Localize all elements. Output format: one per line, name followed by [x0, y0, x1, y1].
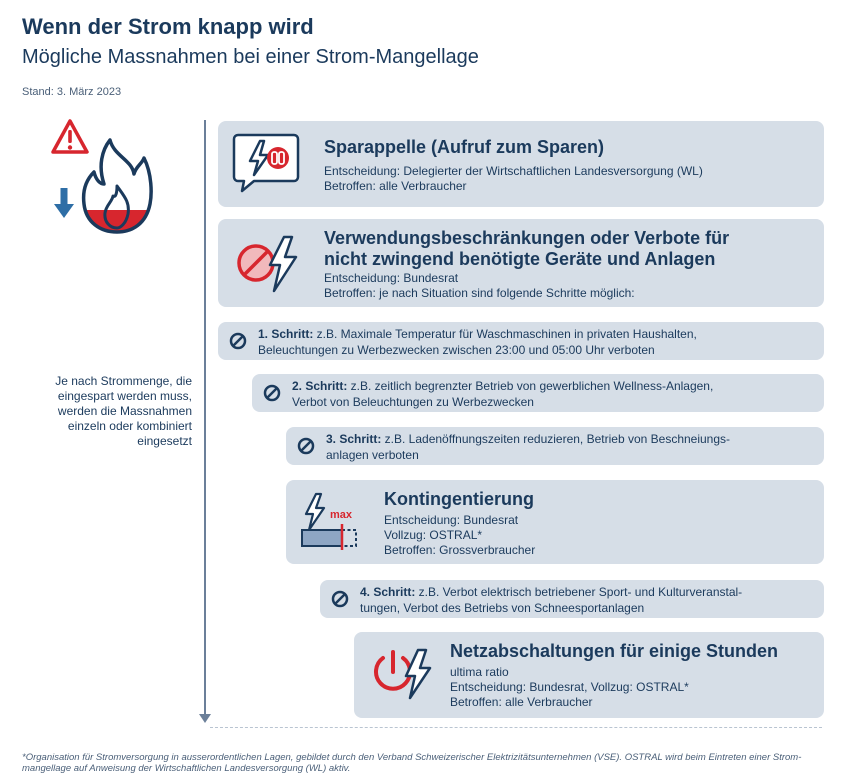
step-text: tungen, Verbot des Betriebs von Schneesportanlagen	[360, 601, 645, 615]
page-title: Wenn der Strom knapp wird	[22, 14, 314, 39]
step-label: 3. Schritt:	[326, 432, 382, 446]
down-arrow-icon	[52, 186, 76, 220]
card-title: Kontingentierung	[384, 489, 534, 509]
step-text: anlagen verboten	[326, 448, 419, 462]
step-text: Verbot von Beleuchtungen zu Werbezwecken	[292, 395, 534, 409]
ban-icon	[331, 590, 349, 608]
ban-icon	[263, 384, 281, 402]
side-note: Je nach Strommenge, die eingespart werden muss, werden die Massnahmen einzeln oder kombiniert eingesetzt	[55, 374, 192, 448]
step-text: z.B. Verbot elektrisch betriebener Sport- und Kulturveranstal-	[415, 585, 743, 599]
step-3	[286, 427, 824, 465]
card-text: Entscheidung: Bundesrat	[384, 513, 519, 527]
flame-icon	[80, 136, 154, 236]
timeline-arrow-icon	[199, 714, 211, 723]
step-label: 1. Schritt:	[258, 327, 314, 341]
card-netzabschaltungen	[354, 632, 824, 718]
step-text: z.B. Ladenöffnungszeiten reduzieren, Betrieb von Beschneiungs-	[381, 432, 731, 446]
card-title: nicht zwingend benötigte Geräte und Anlagen	[324, 249, 716, 269]
ban-icon	[297, 437, 315, 455]
card-title: Netzabschaltungen für einige Stunden	[450, 641, 779, 661]
power-quota-icon	[300, 492, 364, 552]
max-label: max	[330, 509, 353, 521]
footnote: *Organisation für Stromversorgung in ausserordentlichen Lagen, gebildet durch den Verband Schweizerischer Elektrizitätsunternehmen (VSE). OSTRAL wird beim Eintreten einer Strom-mangellage auf Anweisung der Wirtschaftlichen Landesversorgung (WL) aktiv.	[22, 752, 802, 774]
date-stamp: Stand: 3. März 2023	[22, 86, 122, 98]
card-kontingentierung	[286, 480, 824, 564]
card-sparappelle	[218, 121, 824, 207]
step-text: z.B. Maximale Temperatur für Waschmaschinen in privaten Haushalten,	[313, 327, 697, 341]
step-4	[320, 580, 824, 618]
card-verwendungsbeschraenkungen	[218, 219, 824, 307]
card-title: Verwendungsbeschränkungen oder Verbote für	[324, 228, 730, 248]
timeline-line	[204, 120, 206, 720]
ban-icon	[229, 332, 247, 350]
step-1	[218, 322, 824, 360]
step-2	[252, 374, 824, 412]
step-label: 2. Schritt:	[292, 379, 348, 393]
card-text: Betroffen: je nach Situation sind folgende Schritte möglich:	[324, 286, 635, 300]
card-text: Betroffen: alle Verbraucher	[450, 695, 593, 709]
step-text: z.B. zeitlich begrenzter Betrieb von gewerblichen Wellness-Anlagen,	[347, 379, 714, 393]
step-text: Beleuchtungen zu Werbezwecken zwischen 23:00 und 05:00 Uhr verboten	[258, 343, 655, 357]
ban-power-icon	[232, 233, 302, 295]
speech-bubble-power-icon	[232, 131, 302, 195]
card-text: ultima ratio	[450, 665, 509, 679]
card-text: Entscheidung: Delegierter der Wirtschaftlichen Landesversorgung (WL)	[324, 164, 703, 178]
card-text: Vollzug: OSTRAL*	[384, 528, 483, 542]
step-label: 4. Schritt:	[360, 585, 416, 599]
page-subtitle: Mögliche Massnahmen bei einer Strom-Mangellage	[22, 46, 479, 68]
card-text: Entscheidung: Bundesrat, Vollzug: OSTRAL*	[450, 680, 689, 694]
card-text: Entscheidung: Bundesrat	[324, 271, 459, 285]
card-text: Betroffen: Grossverbraucher	[384, 543, 536, 557]
power-off-icon	[370, 648, 434, 704]
card-text: Betroffen: alle Verbraucher	[324, 179, 467, 193]
dotted-baseline	[210, 727, 822, 728]
card-title: Sparappelle (Aufruf zum Sparen)	[324, 137, 605, 157]
